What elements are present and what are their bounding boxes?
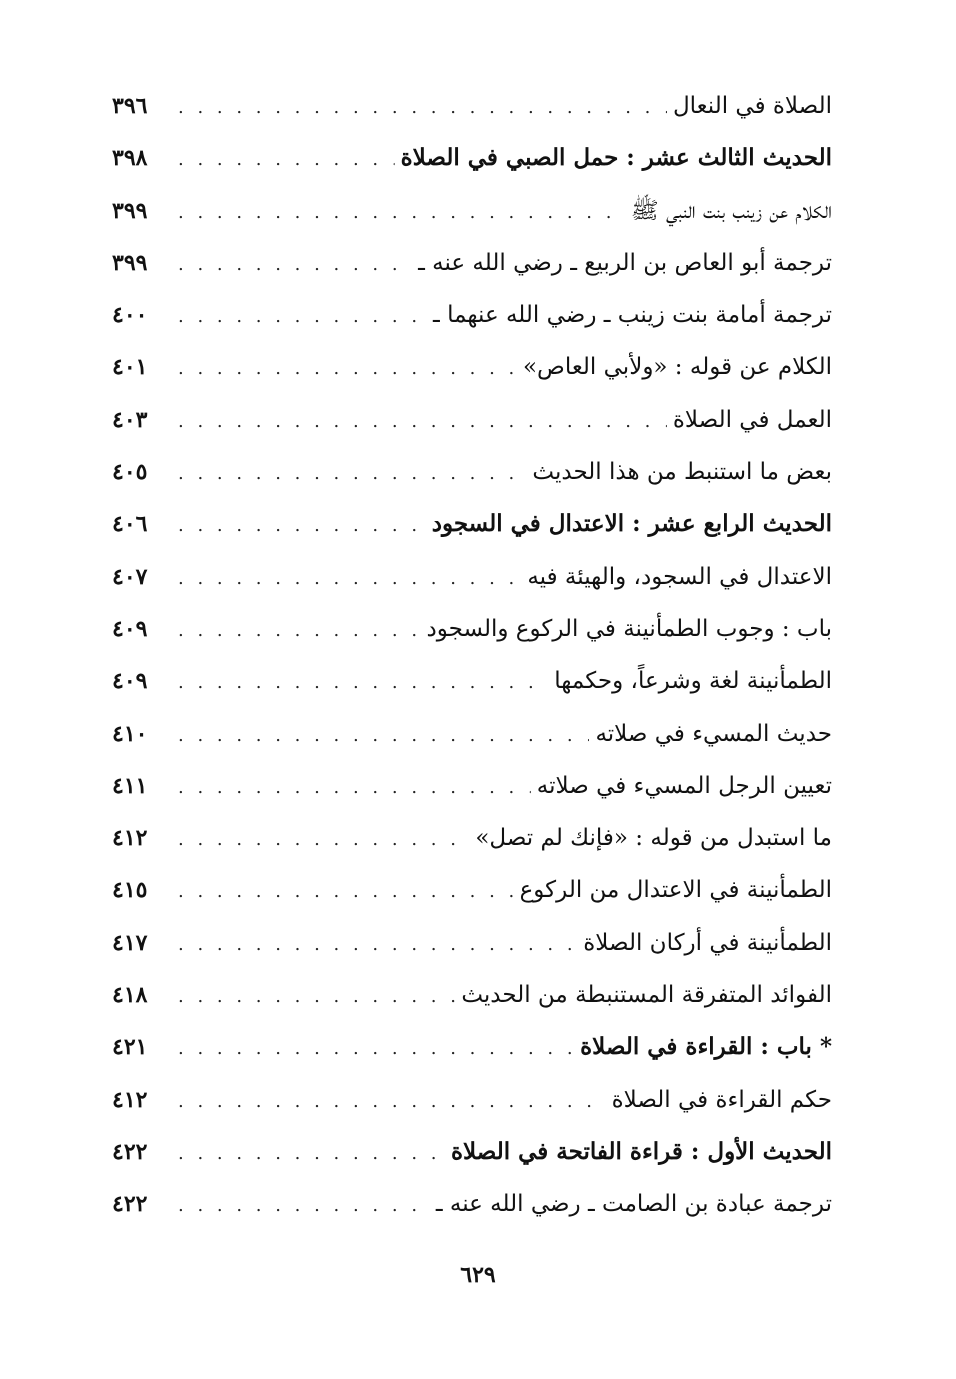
toc-entry-page: ٤١٢ [112, 1086, 148, 1113]
toc-entry-title: الصلاة في النعال [672, 93, 832, 119]
toc-entry-page: ٤١٥ [112, 877, 148, 904]
toc-entry-page: ٣٩٩ [112, 197, 148, 224]
toc-entry-title: * باب : القراءة في الصلاة [580, 1033, 832, 1061]
dot-leader [178, 187, 625, 239]
page-number: ٦٢٩ [460, 1262, 496, 1288]
toc-entry [112, 551, 832, 603]
dot-leader [178, 553, 521, 605]
toc-entry [112, 1126, 832, 1178]
toc-entry-title: الكلام عن زينب بنت النبي ﷺ [630, 197, 832, 224]
toc-entry [112, 80, 832, 132]
dot-leader [178, 710, 589, 762]
dot-leader [178, 919, 577, 971]
table-of-contents [112, 80, 832, 1231]
toc-entry-title: حكم القراءة في الصلاة [611, 1086, 832, 1113]
toc-entry-page: ٤١٢ [112, 825, 148, 852]
toc-entry [112, 864, 832, 916]
toc-entry-page: ٤٠٣ [112, 406, 148, 433]
toc-entry [112, 655, 832, 707]
dot-leader [178, 500, 426, 552]
toc-entry-page: ٣٩٨ [112, 145, 148, 172]
toc-entry [112, 760, 832, 812]
toc-entry [112, 132, 832, 184]
dot-leader [178, 762, 531, 814]
toc-entry [112, 1074, 832, 1126]
toc-entry-page: ٤٢١ [112, 1034, 148, 1061]
toc-entry [112, 1178, 832, 1230]
dot-leader [178, 239, 412, 291]
dot-leader [178, 134, 395, 186]
toc-entry [112, 341, 832, 393]
toc-entry-title: ما استبدل من قوله : «فإنك لم تصل» [475, 825, 832, 852]
dot-leader [178, 971, 455, 1023]
toc-entry-page: ٤٠٩ [112, 615, 148, 642]
toc-entry-page: ٤٠١ [112, 354, 148, 381]
toc-entry-page: ٤٠٥ [112, 459, 148, 486]
dot-leader [178, 1023, 574, 1075]
toc-entry-title: باب : وجوب الطمأنينة في الركوع والسجود [426, 615, 832, 642]
dot-leader [178, 291, 427, 343]
dot-leader [178, 1180, 430, 1232]
toc-entry [112, 1021, 832, 1073]
dot-leader [178, 396, 667, 448]
toc-entry-title: بعض ما استنبط من هذا الحديث [532, 459, 832, 486]
toc-entry-page: ٣٩٩ [112, 249, 148, 276]
toc-entry-title: ترجمة أمامة بنت زينب ـ رضي الله عنهما ـ [433, 302, 832, 329]
toc-entry-title: الطمأنينة لغة وشرعاً، وحكمها [554, 668, 832, 695]
toc-entry-title: الكلام عن قوله : «ولأبي العاص» [522, 354, 832, 381]
dot-leader [178, 866, 514, 918]
toc-entry [112, 708, 832, 760]
toc-entry [112, 446, 832, 498]
toc-entry-page: ٤٠٠ [112, 302, 148, 329]
toc-entry-title: الاعتدال في السجود، والهيئة فيه [527, 563, 832, 590]
toc-entry-title: الحديث الأول : قراءة الفاتحة في الصلاة [450, 1137, 832, 1165]
toc-entry [112, 185, 832, 237]
dot-leader [178, 1128, 445, 1180]
toc-entry-page: ٤٢٢ [112, 1191, 148, 1218]
toc-entry-page: ٤٠٧ [112, 563, 148, 590]
toc-entry [112, 812, 832, 864]
toc-entry-title: العمل في الصلاة [672, 406, 832, 433]
toc-entry-title: ترجمة أبو العاص بن الربيع ـ رضي الله عنه ـ [418, 249, 832, 276]
toc-entry-page: ٤١١ [112, 772, 148, 799]
toc-entry-page: ٣٩٦ [112, 93, 148, 119]
toc-entry-title: ترجمة عبادة بن الصامت ـ رضي الله عنه ـ [435, 1191, 832, 1218]
toc-entry-title: الطمأنينة في الاعتدال من الركوع [519, 877, 832, 904]
toc-entry-title: الفوائد المتفرقة المستنبطة من الحديث [461, 982, 832, 1009]
toc-entry [112, 237, 832, 289]
toc-entry [112, 603, 832, 655]
toc-entry-page: ٤٠٩ [112, 668, 148, 695]
toc-entry-title: حديث المسيء في صلاته [595, 720, 832, 747]
toc-entry-title: الحديث الثالث عشر : حمل الصبي في الصلاة [400, 144, 832, 172]
toc-entry-page: ٤٠٦ [112, 511, 148, 538]
toc-entry [112, 917, 832, 969]
toc-entry-page: ٤١٧ [112, 929, 148, 956]
toc-entry [112, 289, 832, 341]
dot-leader [178, 448, 526, 500]
dot-leader [178, 605, 420, 657]
toc-entry-title: الطمأنينة في أركان الصلاة [583, 929, 832, 956]
toc-entry-page: ٤١٠ [112, 720, 148, 747]
toc-entry-page: ٤٢٢ [112, 1138, 148, 1165]
toc-entry-page: ٤١٨ [112, 982, 148, 1009]
toc-entry-title: الحديث الرابع عشر : الاعتدال في السجود [431, 510, 832, 538]
dot-leader [178, 657, 548, 709]
toc-entry-title: تعيين الرجل المسيء في صلاته [536, 772, 832, 799]
toc-entry [112, 498, 832, 550]
dot-leader [178, 814, 469, 866]
toc-entry [112, 969, 832, 1021]
toc-entry [112, 394, 832, 446]
dot-leader [178, 82, 667, 134]
dot-leader [178, 343, 517, 395]
dot-leader [178, 1076, 606, 1128]
